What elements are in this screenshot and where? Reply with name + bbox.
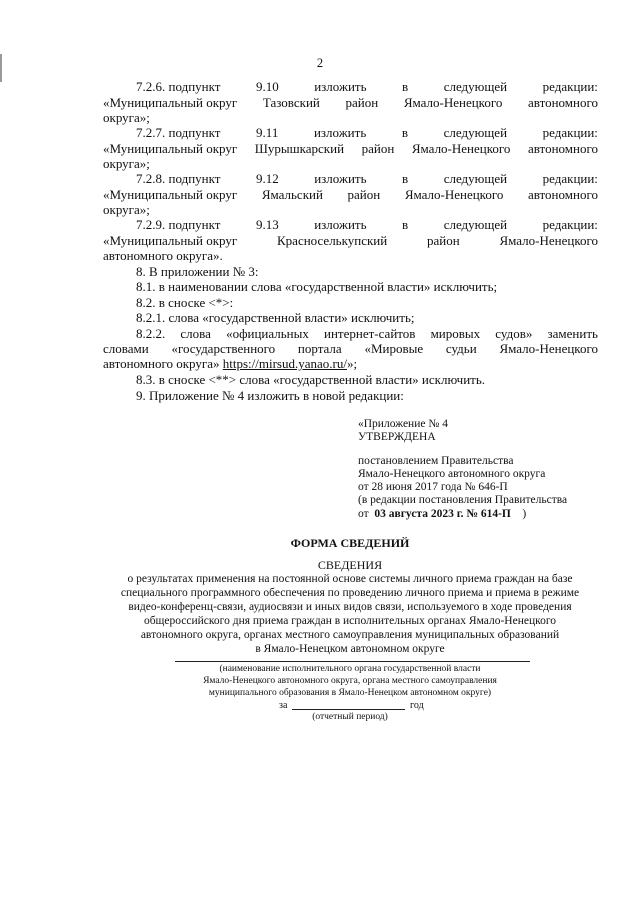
item-7-2-9-line1: 7.2.9. подпункт 9.13 изложить в следующей редакции: bbox=[136, 217, 598, 232]
item-8-2-2-line2: словами «государственного портала «Мировые судьи Ямало-Ненецкого bbox=[103, 341, 598, 356]
desc-line-4: общероссийского дня приема граждан в исполнительных органах Ямало-Ненецкого bbox=[143, 615, 557, 627]
page-number: 2 bbox=[316, 56, 324, 70]
desc-line-6: в Ямало-Ненецком автономном округе bbox=[255, 643, 445, 655]
item-7-2-9-line3: автономного округа». bbox=[103, 248, 223, 263]
item-8-2: 8.2. в сноске <*>: bbox=[136, 295, 234, 310]
period-caption: (отчетный период) bbox=[312, 712, 388, 722]
desc-line-1: о результатах применения на постоянной основе системы личного приема граждан на базе bbox=[127, 573, 573, 585]
period-line[interactable] bbox=[292, 709, 405, 710]
item-7-2-7-line2: «Муниципальный округ Шурышкарский район Ямало-Ненецкого автономного bbox=[103, 141, 598, 156]
desc-line-2: специального программного обеспечения по проведению личного приема и приема в режиме bbox=[120, 587, 580, 599]
org-name-line[interactable] bbox=[175, 661, 530, 662]
approval-approved: УТВЕРЖДЕНА bbox=[358, 431, 436, 443]
mirsud-link[interactable]: https://mirsud.yanao.ru/ bbox=[222, 356, 347, 371]
item-7-2-7-line3: округа»; bbox=[103, 156, 150, 171]
approval-edit-date-line bbox=[358, 508, 526, 521]
item-7-2-8-line2: «Муниципальный округ Ямальский район Ямало-Ненецкого автономного bbox=[103, 187, 598, 202]
item-7-2-7-line1: 7.2.7. подпункт 9.11 изложить в следующей редакции: bbox=[136, 125, 598, 140]
item-7-2-9-line2: «Муниципальный округ Красноселькупский район Ямало-Ненецкого bbox=[103, 233, 598, 248]
item-7-2-8-line3: округа»; bbox=[103, 202, 150, 217]
item-8-2-2-end: »; bbox=[346, 356, 358, 371]
approval-edit-suffix: ) bbox=[522, 508, 527, 520]
item-7-2-6-line3: округа»; bbox=[103, 110, 150, 125]
approval-by-1: постановлением Правительства bbox=[358, 455, 514, 467]
item-9: 9. Приложение № 4 изложить в новой редакции: bbox=[136, 388, 404, 403]
approval-appendix: «Приложение № 4 bbox=[358, 418, 448, 430]
desc-line-3: видео-конференц-связи, аудиосвязи и иных видов связи, используемого в ходе проведения bbox=[128, 601, 572, 613]
period-prefix: за bbox=[279, 700, 288, 711]
approval-edit-date: 03 августа 2023 г. № 614-П bbox=[374, 508, 511, 520]
svedeniya-heading: СВЕДЕНИЯ bbox=[317, 558, 383, 572]
caption-line-1: (наименование исполнительного органа государственной власти bbox=[219, 664, 481, 674]
approval-by-2: Ямало-Ненецкого автономного округа bbox=[358, 468, 546, 480]
item-8-1: 8.1. в наименовании слова «государственной власти» исключить; bbox=[136, 279, 498, 294]
item-8-2-1: 8.2.1. слова «государственной власти» исключить; bbox=[136, 310, 415, 325]
item-8-2-2-line3 bbox=[103, 356, 357, 371]
item-8-2-2-line1: 8.2.2. слова «официальных интернет-сайтов мировых судов» заменить bbox=[136, 326, 598, 341]
caption-line-2: Ямало-Ненецкого автономного округа, органа местного самоуправления bbox=[203, 676, 497, 686]
approval-date: от 28 июня 2017 года № 646-П bbox=[358, 481, 508, 493]
item-7-2-6-line2: «Муниципальный округ Тазовский район Ямало-Ненецкого автономного bbox=[103, 95, 598, 110]
item-8: 8. В приложении № 3: bbox=[136, 264, 259, 279]
item-7-2-6-line1: 7.2.6. подпункт 9.10 изложить в следующей редакции: bbox=[136, 79, 598, 94]
approval-edit-prefix: от bbox=[358, 508, 369, 520]
item-8-3: 8.3. в сноске <**> слова «государственной власти» исключить. bbox=[136, 372, 486, 387]
approval-edit: (в редакции постановления Правительства bbox=[358, 494, 568, 506]
desc-line-5: автономного округа, органах местного самоуправления муниципальных образований bbox=[140, 629, 560, 641]
item-8-2-2-text: автономного округа» bbox=[103, 356, 220, 371]
form-title: ФОРМА СВЕДЕНИЙ bbox=[290, 536, 410, 550]
item-7-2-8-line1: 7.2.8. подпункт 9.12 изложить в следующей редакции: bbox=[136, 171, 598, 186]
period-suffix: год bbox=[410, 700, 424, 711]
caption-line-3: муниципального образования в Ямало-Ненецком автономном округе) bbox=[208, 688, 492, 698]
